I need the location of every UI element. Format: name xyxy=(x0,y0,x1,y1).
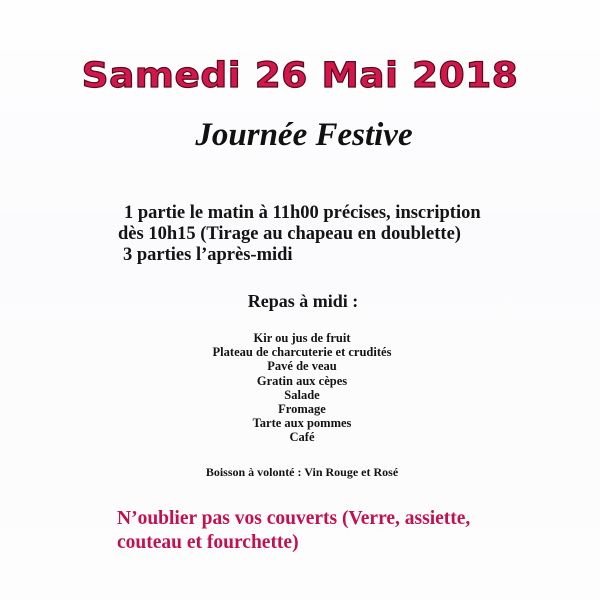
reminder-note xyxy=(117,507,470,555)
reminder-line: N’oublier pas vos couverts (Verre, assiette, xyxy=(117,508,471,529)
date-title: Samedi 26 Mai 2018 xyxy=(81,56,519,96)
menu-item: Kir ou jus de fruit xyxy=(253,331,351,345)
menu-item: Tarte aux pommes xyxy=(252,416,352,431)
schedule-line: 1 partie le matin à 11h00 précises, inscription xyxy=(124,203,481,223)
event-title: Journée Festive xyxy=(195,117,413,153)
menu-item: Café xyxy=(289,430,315,445)
menu-item: Pavé de veau xyxy=(267,359,337,374)
drinks-note: Boisson à volonté : Vin Rouge et Rosé xyxy=(205,465,399,479)
menu-list xyxy=(0,331,600,445)
menu-item: Salade xyxy=(284,387,320,402)
reminder-line: couteau et fourchette) xyxy=(117,532,299,553)
schedule-line: 3 parties l’après-midi xyxy=(123,245,293,265)
menu-item: Gratin aux cèpes xyxy=(256,373,348,388)
menu-item: Fromage xyxy=(278,402,326,417)
menu-item: Plateau de charcuterie et crudités xyxy=(212,345,392,360)
schedule-block xyxy=(118,203,481,266)
meal-title: Repas à midi : xyxy=(247,291,359,311)
schedule-line: dès 10h15 (Tirage au chapeau en doublette) xyxy=(118,224,461,244)
